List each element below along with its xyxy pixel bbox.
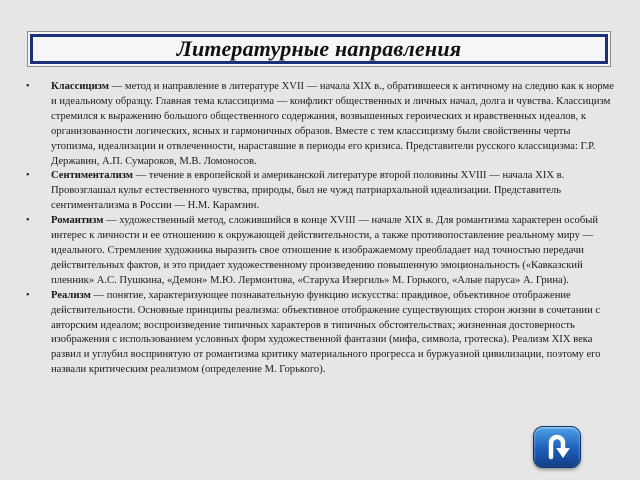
- bullet-icon: •: [26, 215, 30, 227]
- term-sentimentalism: Сентиментализм: [51, 170, 134, 182]
- list-item-romanticism: [26, 214, 616, 289]
- term-romanticism: Романтизм: [51, 215, 104, 227]
- definition-classicism: — метод и направление в литературе XVII — начала XIX в., обратившееся к античному на следию как к норме и идеальному образцу. Главная тема классицизма — конфликт общественных и личных начал, долга и чувства. Классицизм стремился к выражению большого общественного содержания, возвышенных героических и нравственных идеалов, к организованности логических, ясных и гармоничных образов. Вместе с тем классицизму были свойственны черты утопизма, идеализации и отвлеченности, нараставшие в периоды его кризиса. Представители русского классицизма: Г.Р. Державин, А.П. Сумароков, М.В. Ломоносов.: [51, 81, 614, 167]
- definition-romanticism: — художественный метод, сложившийся в конце XVIII — начале XIX в. Для романтизма характерен особый интерес к личности и ее отношению к окружающей действительности, а также противопоставление реальному миру — идеального. Стремление художника выразить свое отношение к изображаемому преобладает над точностью передачи действительных фактов, и это придает художественному произведению повышенную эмоциональность («Кавказский пленник» А.С. Пушкина, «Демон» М.Ю. Лермонтова, «Старуха Изергиль» М. Горького, «Алые паруса» А. Грина).: [51, 215, 599, 286]
- bullet-icon: •: [26, 289, 30, 301]
- bullet-icon: •: [26, 170, 30, 182]
- definition-sentimentalism: — течение в европейской и американской литературе второй половины XVIII — начала XIX в. Провозглашал культ естественного чувства, природы, был не чужд патриархальной идеализации. Представитель сентиментализма в России — Н.М. Карамзин.: [51, 170, 565, 212]
- term-classicism: Классицизм: [51, 81, 109, 92]
- list-item-realism: [26, 289, 616, 378]
- return-button[interactable]: [533, 426, 581, 468]
- content-list: [26, 80, 616, 378]
- slide-title: Литературные направления: [176, 36, 462, 61]
- list-item-sentimentalism: [26, 169, 616, 214]
- term-realism: Реализм: [51, 289, 91, 301]
- bullet-icon: •: [26, 81, 30, 92]
- definition-realism: — понятие, характеризующее познавательную функцию искусства: правдивое, объективное отображение действительности. Основные принципы реализма: объективное отображение существующих сторон жизни в сочетании с авторским идеалом; воспроизведение типичных характеров в типичных обстоятельствах; жизненная достоверность изображения с использованием условных форм художественной фантазии (мифа, символа, гротеска). Реализм XIX века развил и углубил воспринятую от романтизма критику материального прогресса и буржуазной цивилизации, поэтому его назвали критическим реализмом (определение М. Горького).: [51, 289, 601, 376]
- list-item-classicism: [26, 80, 616, 169]
- title-frame: [30, 34, 608, 64]
- u-turn-return-icon: [542, 433, 572, 461]
